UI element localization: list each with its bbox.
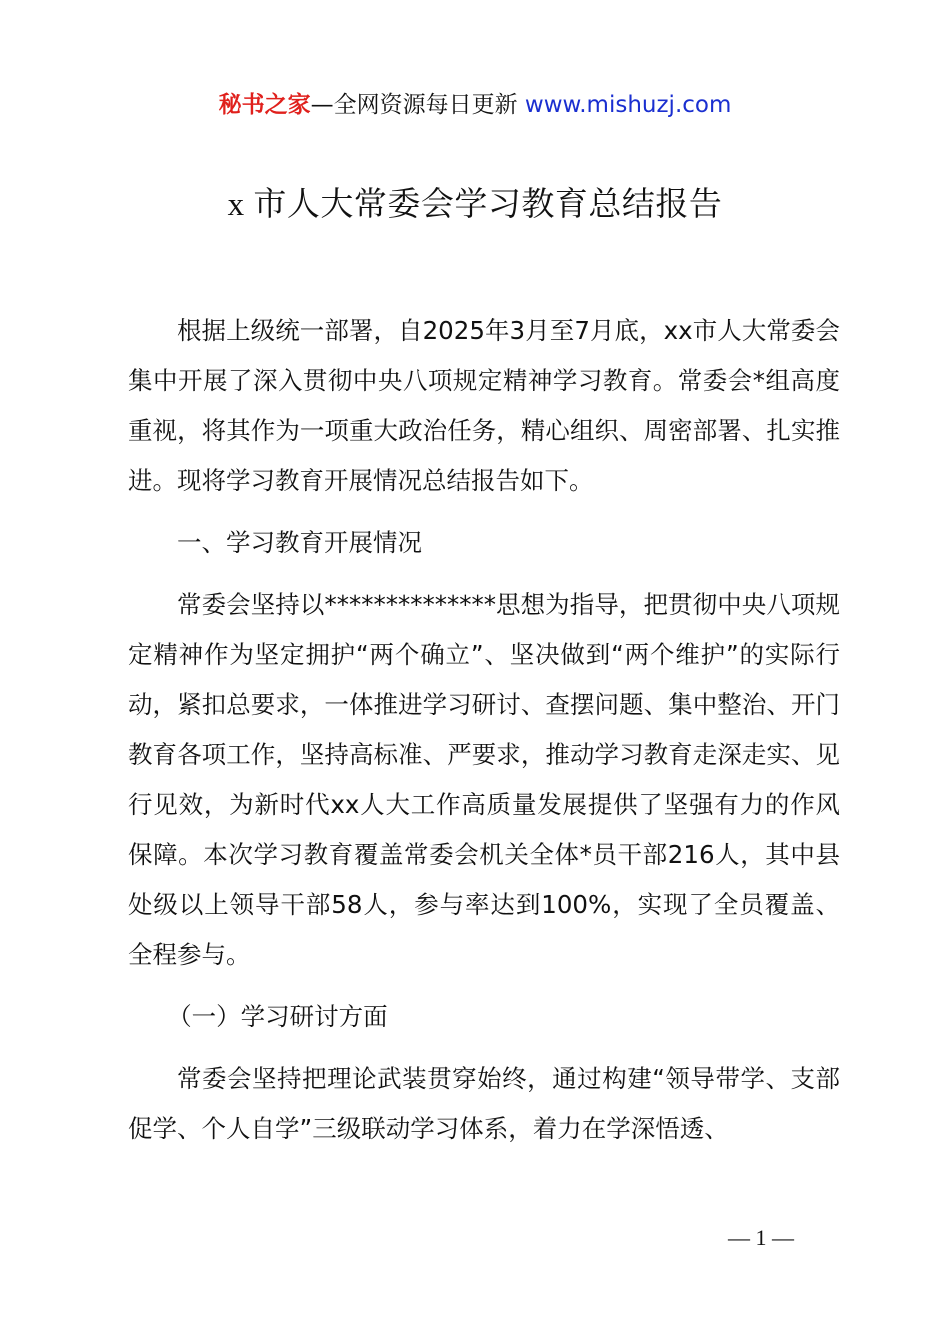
subsection-1-paragraph: 常委会坚持把理论武装贯穿始终，通过构建“领导带学、支部促学、个人自学”三级联动学习体系，着力在学深悟透、 (128, 1064, 840, 1143)
section-1-paragraph: 常委会坚持以**************思想为指导，把贯彻中央八项规定精神作为坚定拥护“两个确立”、坚决做到“两个维护”的实际行动，紧扣总要求，一体推进学习研讨、查摆问题、集中整治、开门教育各项工作，坚持高标准、严要求，推动学习教育走深走实、见行见效，为新时代xx人大工作高质量发展提供了坚强有力的作风保障。本次学习教育覆盖常委会机关全体*员干部216人，其中县处级以上领导干部58人，参与率达到100%，实现了全员覆盖、全程参与。 (128, 590, 840, 969)
site-brand: 秘书之家 (218, 92, 311, 118)
intro-paragraph: 根据上级统一部署，自2025年3月至7月底，xx市人大常委会集中开展了深入贯彻中央八项规定精神学习教育。常委会*组高度重视，将其作为一项重大政治任务，精心组织、周密部署、扎实推进。现将学习教育开展情况总结报告如下。 (128, 316, 840, 495)
document-body (128, 306, 840, 1154)
document-title (0, 180, 950, 229)
subsection-1-heading: （一）学习研讨方面 (167, 1002, 388, 1031)
document-title-prefix: x (227, 187, 254, 223)
page-number: — 1 — (728, 1225, 794, 1250)
site-url-link[interactable]: www.mishuzj.com (524, 92, 732, 118)
document-title-main: 市人大常委会学习教育总结报告 (253, 184, 723, 223)
site-header (0, 88, 950, 122)
section-1-heading: 一、学习教育开展情况 (177, 528, 422, 557)
site-tagline: —全网资源每日更新 (310, 92, 525, 118)
